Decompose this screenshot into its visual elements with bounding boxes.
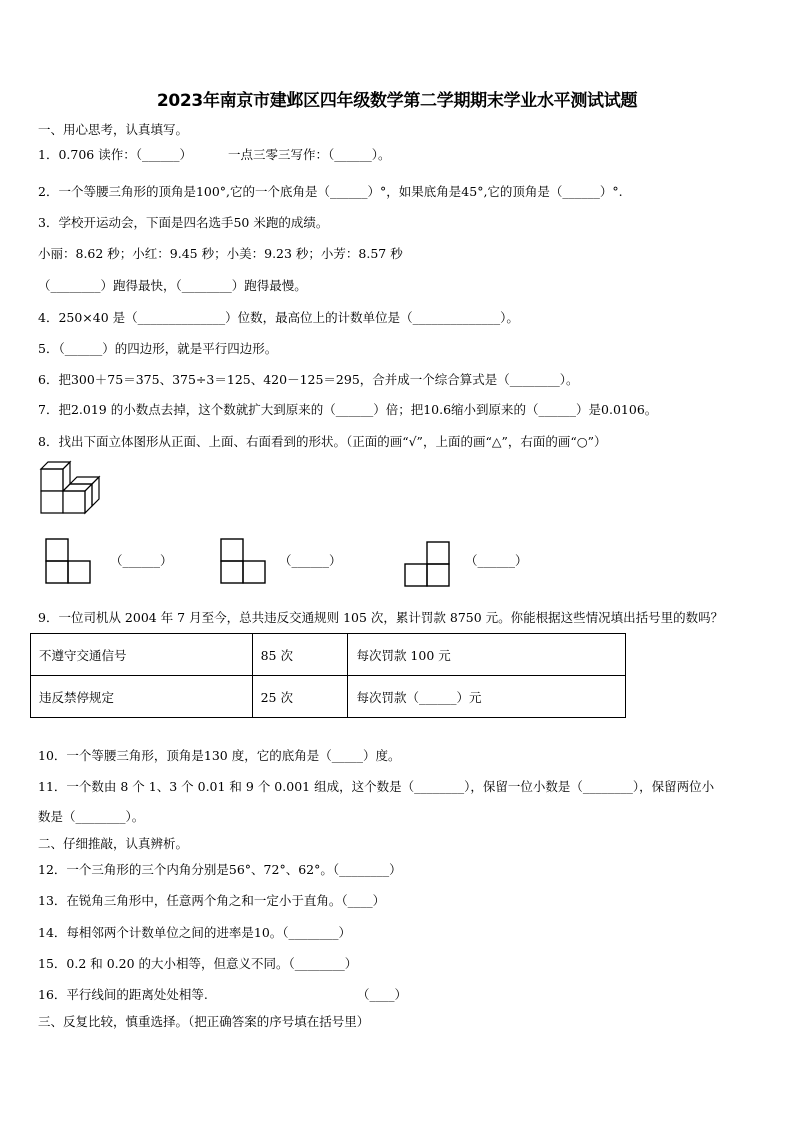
question-7: 7．把2.019 的小数点去掉，这个数就扩大到原来的（______）倍；把10.6缩小到原来的（______）是0.0106。 [38,402,658,417]
view-shape-3 [403,540,453,588]
table-cell: 违反禁停规定 [31,676,253,718]
question-3-data: 小丽：8.62 秒；小红：9.45 秒；小美：9.23 秒；小芳：8.57 秒 [38,246,403,261]
question-11a: 11．一个数由 8 个 1、3 个 0.01 和 9 个 0.001 组成，这个数是（________），保留一位小数是（________），保留两位小 [38,779,715,794]
table-cell: 每次罚款 100 元 [348,634,626,676]
question-4: 4．250×40 是（______________）位数，最高位上的计数单位是（______________）。 [38,310,519,325]
question-11b: 数是（________）。 [38,809,145,824]
question-3: 3．学校开运动会，下面是四名选手50 米跑的成绩。 [38,215,329,230]
question-16: 16．平行线间的距离处处相等. [38,987,208,1002]
question-2: 2．一个等腰三角形的顶角是100°,它的一个底角是（______）°，如果底角是45°,它的顶角是（______）°. [38,184,623,199]
question-6: 6．把300＋75＝375、375÷3＝125、420－125＝295，合并成一个综合算式是（________）。 [38,372,579,387]
question-3-blank: （________）跑得最快，（________）跑得最慢。 [38,278,307,293]
section-1-heading: 一、用心思考，认真填写。 [38,122,189,137]
table-cell: 每次罚款（______）元 [348,676,626,718]
table-cell: 85 次 [252,634,348,676]
section-2-heading: 二、仔细推敲，认真辨析。 [38,836,189,851]
question-10: 10．一个等腰三角形，顶角是130 度，它的底角是（_____）度。 [38,748,401,763]
question-9: 9．一位司机从 2004 年 7 月至今，总共违反交通规则 105 次，累计罚款 8750 元。你能根据这些情况填出括号里的数吗？ [38,610,724,625]
page-title: 2023年南京市建邺区四年级数学第二学期期末学业水平测试试题 [156,91,638,111]
violation-table [30,633,626,718]
question-8: 8．找出下面立体图形从正面、上面、右面看到的形状。（正面的画“√”，上面的画“△”，右面的画“○”） [38,434,607,449]
view-2-blank: （______） [279,553,342,568]
view-shape-1 [44,537,94,585]
table-cell: 25 次 [252,676,348,718]
question-12: 12．一个三角形的三个内角分别是56°、72°、62°。（________） [38,862,402,877]
table-cell: 不遵守交通信号 [31,634,253,676]
question-15: 15．0.2 和 0.20 的大小相等，但意义不同。（________） [38,956,358,971]
view-1-blank: （______） [110,553,173,568]
question-14: 14．每相邻两个计数单位之间的进率是10。（________） [38,925,352,940]
question-1a: 1．0.706 读作：（______） [38,147,192,162]
question-1b: 一点三零三写作：（______）。 [228,147,391,162]
table-row [31,676,626,718]
question-5: 5．（______）的四边形，就是平行四边形。 [38,341,278,356]
question-16-blank: （____） [357,987,408,1002]
question-13: 13．在锐角三角形中，任意两个角之和一定小于直角。（____） [38,893,386,908]
view-shape-2 [219,537,269,585]
section-3-heading: 三、反复比较，慎重选择。（把正确答案的序号填在括号里） [38,1014,370,1029]
table-row [31,634,626,676]
view-3-blank: （______） [465,553,528,568]
solid-figure-3d [38,460,104,518]
